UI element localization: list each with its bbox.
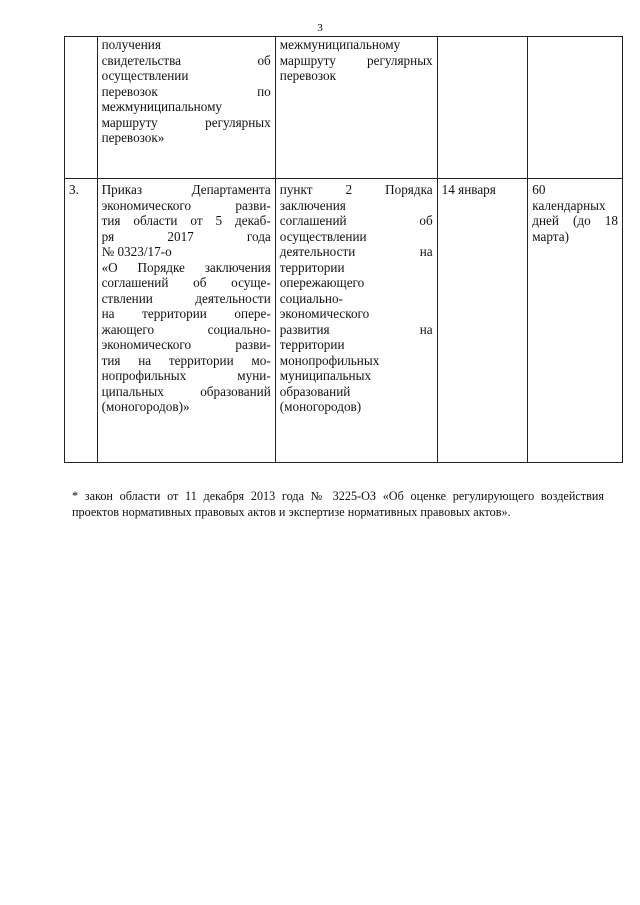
duration-line: дней (до 18 bbox=[532, 213, 618, 228]
document-cell bbox=[97, 37, 275, 179]
document-line: свидетельства об bbox=[101, 52, 271, 68]
document-line: тия области от 5 декаб- bbox=[101, 213, 271, 228]
table-row bbox=[65, 179, 623, 463]
row-number-cell: 3. bbox=[65, 179, 98, 463]
provision-line: социально- bbox=[279, 290, 343, 306]
provision-cell bbox=[275, 179, 437, 463]
document-line: ствлении деятельности bbox=[101, 290, 271, 306]
document-line: осуществлении bbox=[101, 68, 189, 83]
document-line: «О Порядке заключения bbox=[101, 259, 271, 275]
provision-line: (моногородов) bbox=[279, 399, 362, 414]
document-line: (моногородов)» bbox=[101, 399, 190, 414]
document-line: получения bbox=[101, 37, 161, 52]
footnote-line: * закон области от 11 декабря 2013 года № 3225-ОЗ «Об оценке регулирующего воздействия bbox=[72, 489, 604, 503]
document-line: ря 2017 года bbox=[101, 228, 271, 244]
document-line: соглашений об осуще- bbox=[101, 275, 271, 290]
document-line: маршруту регулярных bbox=[101, 114, 271, 130]
document-line: № 0323/17-о bbox=[101, 244, 172, 259]
document-line: на территории опере- bbox=[101, 306, 271, 321]
document-line: экономического разви- bbox=[101, 197, 271, 213]
provision-line: деятельности на bbox=[279, 244, 433, 259]
provision-line: муниципальных bbox=[279, 368, 372, 383]
provision-line: развития на bbox=[279, 321, 433, 337]
provision-line: маршруту регулярных bbox=[279, 52, 433, 68]
duration-cell bbox=[528, 179, 623, 463]
provision-line: территории bbox=[279, 259, 345, 275]
document-line: тия на территории мо- bbox=[101, 352, 271, 368]
document-line: межмуниципальному bbox=[101, 99, 223, 114]
document-line: перевозок по bbox=[101, 83, 271, 99]
provision-cell bbox=[275, 37, 437, 179]
row-number-cell bbox=[65, 37, 98, 179]
provision-line: территории bbox=[279, 337, 345, 352]
duration-line: 60 bbox=[532, 182, 546, 197]
footnote-line: проектов нормативных правовых актов и экспертизе нормативных правовых актов». bbox=[72, 505, 511, 519]
duration-line: календарных bbox=[532, 197, 606, 213]
duration-line: марта) bbox=[532, 228, 569, 244]
table-row bbox=[65, 37, 623, 179]
document-line: перевозок» bbox=[101, 130, 165, 145]
document-line: жающего социально- bbox=[101, 321, 271, 337]
provision-line: соглашений об bbox=[279, 213, 433, 228]
provision-line: заключения bbox=[279, 197, 346, 213]
start-date-cell bbox=[437, 37, 528, 179]
provision-line: опережающего bbox=[279, 275, 365, 290]
document-line: ципальных образований bbox=[101, 383, 271, 399]
document-table bbox=[64, 36, 623, 463]
document-line: нопрофильных муни- bbox=[101, 368, 271, 383]
provision-line: экономического bbox=[279, 306, 370, 321]
provision-line: монопрофильных bbox=[279, 352, 380, 368]
duration-cell bbox=[528, 37, 623, 179]
start-date-cell: 14 января bbox=[437, 179, 528, 463]
provision-line: межмуниципальному bbox=[279, 37, 401, 52]
document-cell bbox=[97, 179, 275, 463]
provision-line: образований bbox=[279, 383, 351, 399]
document-line: экономического разви- bbox=[101, 337, 271, 352]
footnote bbox=[72, 488, 604, 520]
page-number: 3 bbox=[317, 22, 323, 34]
provision-line: перевозок bbox=[279, 68, 336, 83]
provision-line: пункт 2 Порядка bbox=[279, 182, 433, 197]
document-line: Приказ Департамента bbox=[101, 182, 271, 197]
provision-line: осуществлении bbox=[279, 228, 367, 244]
